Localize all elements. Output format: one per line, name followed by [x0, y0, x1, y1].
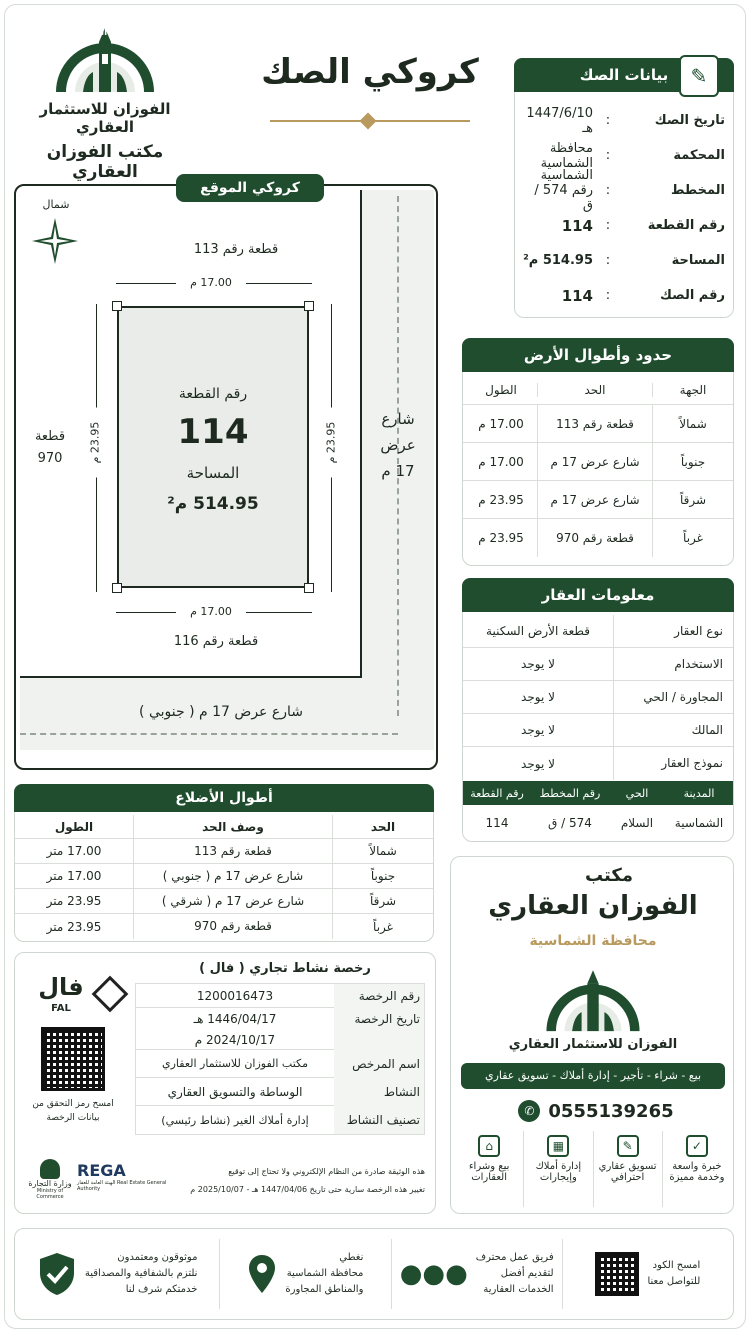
footer [14, 1228, 734, 1320]
table-row: الاستخدام لا يوجد [463, 648, 733, 681]
palm-swords-icon [40, 1159, 60, 1179]
fal-logo [31, 973, 131, 1017]
phone-number: 0555139265 [548, 1100, 674, 1122]
dim-left: 23.95 م [89, 408, 102, 478]
deed-row: المساحة : 514.95 م² [523, 253, 725, 268]
office-name: الفوزان العقاري [488, 891, 698, 921]
table-row: جنوباً شارع عرض 17 م 17.00 م [463, 443, 733, 481]
plot-corner [112, 301, 122, 311]
deed-row: رقم الصك : 114 [561, 286, 725, 305]
table-header-row: الجهة الحد الطول [463, 375, 733, 405]
page-title: كروكي الصك [261, 52, 479, 92]
deed-row: المحكمة : محافظة الشماسية [540, 140, 725, 171]
table-row: 2024/10/17 م [136, 1030, 424, 1050]
footer-item: فريق عمل محترف لتقديم أفضل الخدمات العقارية ●●● [391, 1239, 562, 1309]
compass-icon [30, 216, 80, 266]
sketch-card [14, 180, 438, 770]
property-grid-values: الشماسية السلام 574 / ق 114 [485, 816, 724, 830]
sides-table [15, 815, 433, 939]
sides-title: أطوال الأضلاع [14, 784, 434, 812]
boundaries-card [462, 338, 734, 566]
office-top: مكتب [584, 865, 633, 886]
ministry-logo: وزارة التجارة Ministry of Commerce [27, 1159, 73, 1200]
plot-area-value: 514.95 م² [167, 494, 259, 514]
sides-card [14, 784, 434, 942]
property-rows [463, 615, 733, 780]
deed-card [514, 58, 734, 318]
deed-row: المخطط : الشماسية رقم 574 / ق [534, 168, 725, 213]
plot-corner [112, 583, 122, 593]
boundaries-table [463, 375, 733, 557]
street-corner-line [360, 190, 362, 678]
table-row: غرباً قطعة رقم 970 23.95 م [463, 519, 733, 557]
table-row: المالك لا يوجد [463, 714, 733, 747]
plot-number-label: رقم القطعة [178, 386, 248, 402]
table-row: جنوباً شارع عرض 17 م ( جنوبي ) 17.00 متر [15, 864, 433, 889]
license-title: رخصة نشاط تجاري ( فال ) [199, 961, 371, 976]
rega-text: REGA [77, 1161, 126, 1180]
table-row: تصنيف النشاط إدارة أملاك الغير (نشاط رئيسي) [136, 1106, 424, 1134]
rega-logo [77, 1161, 177, 1192]
license-note-1: هذه الوثيقة صادرة من النظام الإلكتروني ولا تحتاج إلى توقيع [228, 1167, 425, 1176]
table-row: رقم الرخصة 1200016473 [136, 984, 424, 1008]
deed-row: رقم القطعة : 114 [561, 216, 725, 235]
footer-item: نغطي محافظة الشماسية والمناطق المجاورة [219, 1239, 390, 1309]
phone-link[interactable] [491, 1097, 701, 1125]
rega-subtext: الهيئة العامة للعقار Real Estate General Authority [77, 1180, 167, 1192]
boundaries-title: حدود وأطوال الأرض [462, 338, 734, 372]
license-note-2: تغيير هذه الرخصة سارية حتى تاريخ 1447/04/06 هـ - 2025/10/07 م [190, 1185, 425, 1194]
shield-check-icon: ✓ [686, 1135, 708, 1157]
office-card [450, 856, 734, 1214]
street-dashed-line [20, 733, 398, 735]
footer-item: موثوقون ومعتمدون نلتزم بالشفافية والمصداقية خدمتكم شرف لنا [15, 1239, 219, 1309]
office-region: محافظة الشماسية [529, 933, 657, 949]
footer-item: امسح الكود للتواصل معنا [562, 1239, 733, 1309]
table-header-row: الحد وصف الحد الطول [15, 815, 433, 839]
table-row: تاريخ الرخصة 1446/04/17 هـ [136, 1008, 424, 1030]
dim-top: 17.00 م [176, 276, 246, 289]
office-logo-name: الفوزان للاستثمار العقاري [508, 1037, 678, 1052]
license-card [14, 952, 436, 1214]
deed-rows [523, 103, 725, 313]
east-street-label: شارع عرض 17 م [380, 410, 416, 480]
fal-text-ar: فال [38, 973, 84, 1001]
north-plot-label: قطعة رقم 113 [193, 242, 279, 257]
logo-arc-text: محافظة الشماسية [64, 28, 146, 38]
mosque-dome-icon [55, 14, 155, 94]
table-row: المجاورة / الحي لا يوجد [463, 681, 733, 714]
property-grid-header: المدينة الحي رقم المخطط رقم القطعة [463, 781, 733, 805]
sketch-title: كروكي الموقع [176, 174, 324, 202]
table-row: غرباً قطعة رقم 970 23.95 متر [15, 914, 433, 939]
fal-diamond-icon [92, 976, 129, 1013]
table-row: شرقاً شارع عرض 17 م 23.95 م [463, 481, 733, 519]
qr-caption: امسح رمز التحقق من بيانات الرخصة [32, 1099, 114, 1123]
property-card [462, 578, 734, 842]
service-item: ⌂ بيع وشراء العقارات [455, 1131, 523, 1207]
mosque-dome-icon [543, 957, 643, 1033]
deed-card-title: بيانات الصك [514, 58, 734, 92]
team-icon: ●●● [399, 1259, 468, 1289]
plot-area-label: المساحة [186, 464, 240, 482]
building-icon: ▦ [547, 1135, 569, 1157]
house-icon: ⌂ [478, 1135, 500, 1157]
deed-row: تاريخ الصك : 1447/6/10 هـ [526, 105, 725, 136]
west-plot-label: قطعة 970 [34, 429, 66, 466]
table-row: نموذج العقار لا يوجد [463, 747, 733, 780]
south-plot-label: قطعة رقم 116 [173, 634, 259, 649]
phone-icon: ✆ [518, 1100, 540, 1122]
location-pin-icon [247, 1254, 277, 1294]
document-edit-icon: ✎ [679, 55, 719, 97]
dim-right: 23.95 م [325, 408, 338, 478]
street-corner-line [20, 676, 362, 678]
logo-name: الفوزان للاستثمار العقاري [39, 100, 171, 136]
plot-corner [304, 583, 314, 593]
table-row: نوع العقار قطعة الأرض السكنية [463, 615, 733, 648]
service-item: ✎ تسويق عقاري احترافي [593, 1131, 662, 1207]
plot-corner [304, 301, 314, 311]
license-table [135, 983, 425, 1135]
property-title: معلومات العقار [462, 578, 734, 612]
table-row: النشاط الوساطة والتسويق العقاري [136, 1078, 424, 1106]
north-label: شمال [42, 198, 70, 211]
shield-check-icon [37, 1251, 77, 1297]
header-logo [20, 14, 190, 182]
logo-office: مكتب الفوزان العقاري [46, 142, 164, 182]
table-row: شمالاً قطعة رقم 113 17.00 م [463, 405, 733, 443]
plot-number: 114 [177, 412, 249, 452]
fal-text-en: FAL [51, 1003, 71, 1014]
dim-bottom: 17.00 م [176, 605, 246, 618]
license-qr-code[interactable] [41, 1027, 105, 1091]
service-item: ▦ إدارة أملاك وإيجارات [523, 1131, 592, 1207]
qr-icon[interactable] [595, 1252, 639, 1296]
service-item: ✓ خبرة واسعة وخدمة مميزة [662, 1131, 731, 1207]
table-row: شرقاً شارع عرض 17 م ( شرقي ) 23.95 متر [15, 889, 433, 914]
services-grid [455, 1131, 731, 1207]
table-row: اسم المرخص مكتب الفوزان للاستثمار العقاري [136, 1050, 424, 1078]
south-street-label: شارع عرض 17 م ( جنوبي ) [139, 704, 303, 720]
table-row: شمالاً قطعة رقم 113 17.00 متر [15, 839, 433, 864]
marketing-icon: ✎ [617, 1135, 639, 1157]
services-bar: بيع - شراء - تأجير - إدارة أملاك - تسويق عقاري [461, 1063, 725, 1089]
